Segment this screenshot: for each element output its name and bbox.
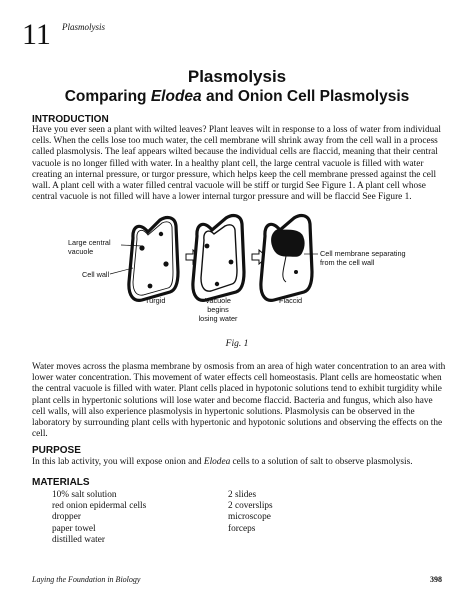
label-membrane-line1: Cell membrane separating	[320, 249, 406, 258]
label-flaccid: Flaccid	[279, 296, 303, 305]
body-paragraph: Water moves across the plasma membrane by osmosis from an area of high water concentration to an area with lower water concentration. This movement of water effects cell homeostasis. Plant cells are homeostatic when the central vacuole is filled with water. Plant cells placed in hypotonic solutions tend to exhibit turgidity while plant cells in hypertonic solutions will lose water and become flaccid. Bacteria and fungus, which also have cell walls, will also experience plasmolysis in hypertonic solutions. Plasmolysis can be observed in the laboratory by surrounding plant cells with hypertonic and hypotonic solutions and observing the effects on the cell.	[32, 362, 446, 440]
label-vacuole: vacuole	[68, 247, 94, 256]
chapter-number: 11	[22, 18, 51, 51]
purpose-post: cells to a solution of salt to observe plasmolysis.	[230, 457, 413, 467]
footer-page-number: 398	[430, 575, 442, 584]
subtitle-pre: Comparing	[64, 88, 151, 105]
introduction-paragraph: Have you ever seen a plant with wilted leaves? Plant leaves wilt in response to a loss of water from individual cells. When the cells lose too much water, the cell membrane will shrink away from the cell wall in a process called plasmolysis. The leaf appears wilted because the individual cells are flaccid, meaning that their central vacuole is no longer filled with water. In a healthy plant cell, the large central vacuole is filled with water creating an internal pressure, or turgor pressure, which helps keep the cell membrane pressed against the cell wall. A plant cell with a water filled central vacuole will be stiff or turgid See Figure 1. A plant cell whose central vacuole is not filled will have a lower internal turgor pressure and will be flaccid See Figure 1.	[32, 125, 441, 203]
subtitle-em: Elodea	[150, 88, 202, 105]
chapter-title: Plasmolysis	[62, 22, 106, 32]
label-vacuole-line2: begins	[207, 305, 229, 314]
materials-col1	[52, 490, 146, 546]
materials-heading: MATERIALS	[32, 477, 90, 488]
label-membrane-line2: from the cell wall	[320, 258, 375, 267]
page-title: Plasmolysis	[187, 67, 287, 86]
label-vacuole-line1: Vacuole	[205, 296, 231, 305]
material-item: 10% salt solution	[52, 490, 117, 500]
label-large-central: Large central	[68, 238, 111, 247]
label-cell-wall: Cell wall	[82, 270, 110, 279]
purpose-em: Elodea	[203, 457, 231, 467]
purpose-pre: In this lab activity, you will expose onion and	[32, 457, 204, 467]
material-item: 2 coverslips	[228, 501, 273, 512]
materials-col2	[228, 490, 273, 535]
material-item: dropper	[52, 512, 81, 523]
flaccid-cell	[261, 216, 312, 301]
purpose-heading: PURPOSE	[32, 445, 81, 456]
purpose-paragraph	[32, 457, 448, 468]
plasmolysis-figure	[0, 212, 474, 336]
page-subtitle	[0, 88, 474, 106]
figure-caption: Fig. 1	[225, 339, 249, 349]
material-item: paper towel	[52, 523, 96, 534]
footer-book-title: Laying the Foundation in Biology	[32, 575, 141, 584]
label-turgid: Turgid	[145, 296, 166, 305]
material-item: forceps	[228, 523, 256, 534]
label-vacuole-line3: losing water	[198, 314, 238, 323]
material-item: distilled water	[52, 534, 105, 545]
material-item: 2 slides	[228, 490, 257, 500]
subtitle-post: and Onion Cell Plasmolysis	[201, 88, 410, 105]
introduction-heading: INTRODUCTION	[32, 114, 109, 125]
material-item: red onion epidermal cells	[52, 501, 147, 512]
material-item: microscope	[228, 512, 271, 523]
vacuole-losing-water-cell	[193, 216, 244, 301]
turgid-cell	[129, 218, 178, 301]
